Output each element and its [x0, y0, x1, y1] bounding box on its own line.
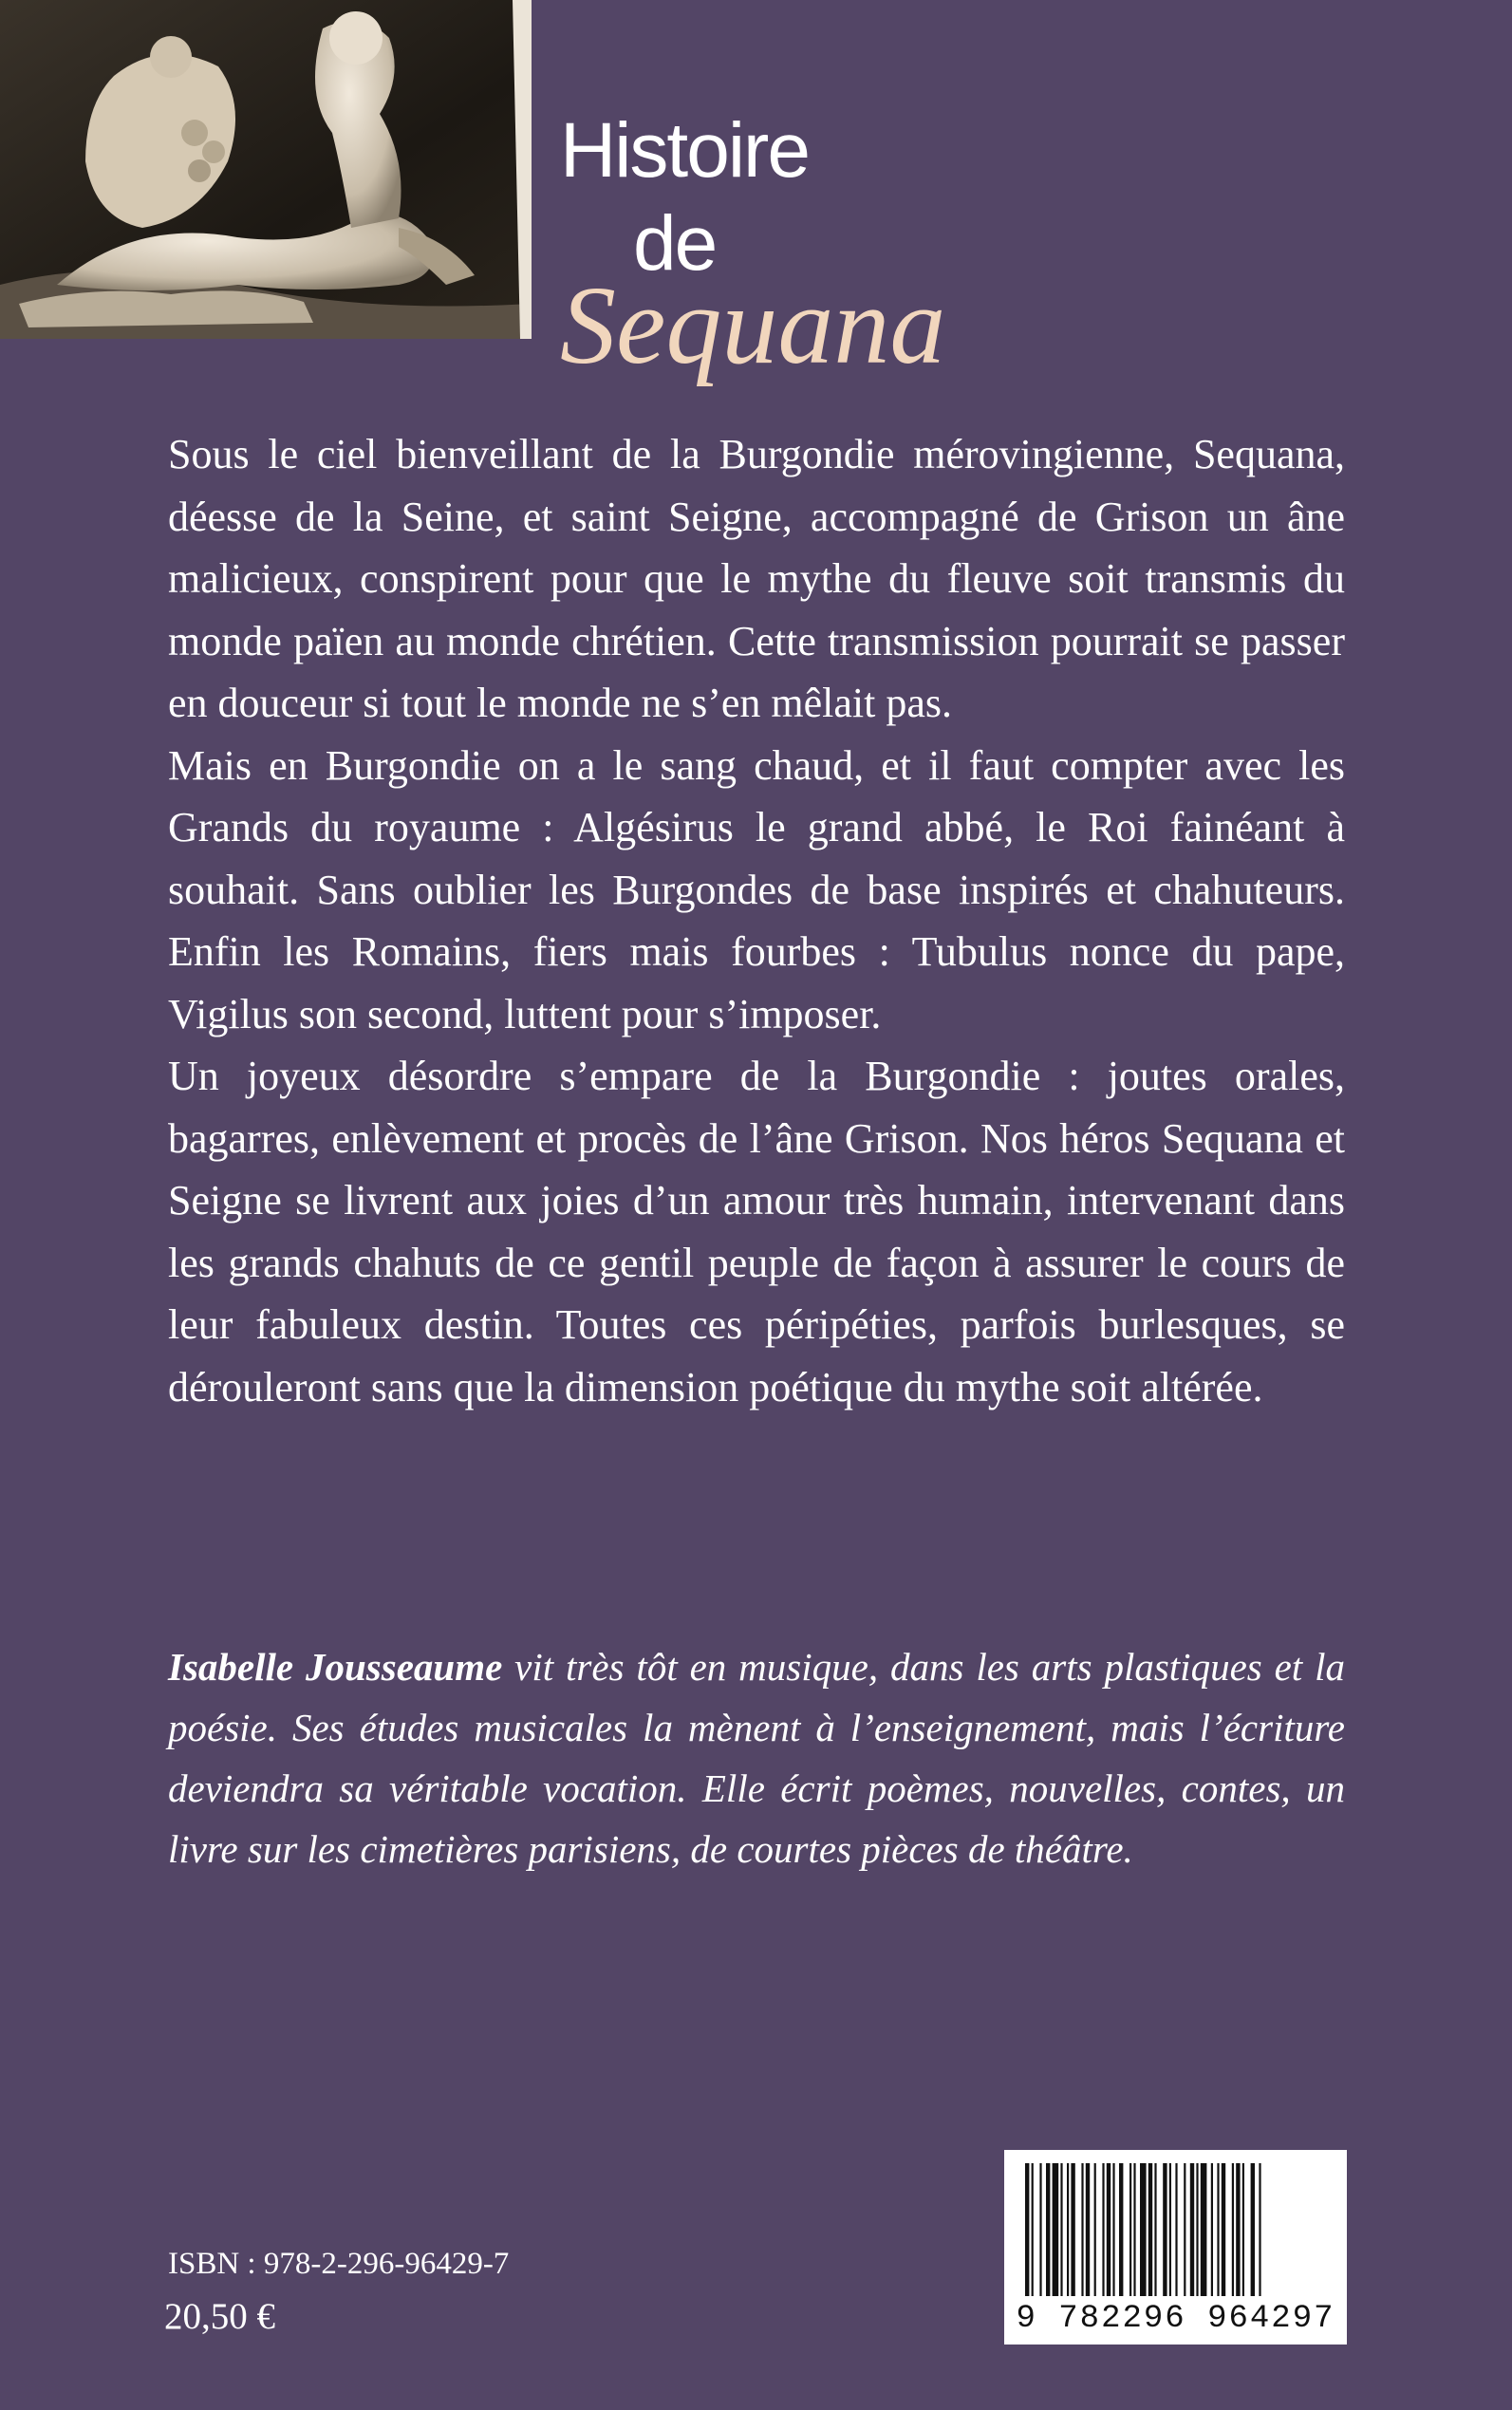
barcode-bar: [1039, 2163, 1041, 2296]
title-line-histoire: Histoire: [560, 107, 809, 194]
statue-photo: [0, 0, 532, 339]
barcode-bar: [1190, 2163, 1194, 2296]
barcode: [1004, 2150, 1347, 2345]
barcode-bar: [1175, 2163, 1177, 2296]
barcode-bar: [1081, 2163, 1083, 2296]
barcode-bar: [1053, 2163, 1059, 2296]
barcode-bar: [1196, 2163, 1198, 2296]
barcode-bar: [1154, 2163, 1156, 2296]
barcode-bar: [1222, 2163, 1225, 2296]
barcode-bar: [1242, 2163, 1244, 2296]
barcode-bar: [1163, 2163, 1167, 2296]
barcode-bar: [1169, 2163, 1171, 2296]
barcode-bar: [1201, 2163, 1207, 2296]
price: 20,50 €: [164, 2296, 275, 2337]
barcode-bar: [1148, 2163, 1152, 2296]
synopsis-paragraph-3: Un joyeux désordre s’empare de la Burgondie : joutes orales, bagarres, enlèvement et procès de l’âne Grison. Nos héros Sequana et Seigne se livrent aux joies d’un amour très humain, intervenant dans les grands chahuts de ce gentil peuple de façon à assurer le cours de leur fabuleux destin. Toutes ces péripéties, parfois burlesques, se dérouleront sans que la dimension poétique du mythe soit altérée.: [168, 1053, 1345, 1411]
barcode-bar: [1086, 2163, 1090, 2296]
isbn: ISBN : 978-2-296-96429-7: [168, 2247, 510, 2281]
barcode-bar: [1211, 2163, 1213, 2296]
barcode-bar: [1102, 2163, 1104, 2296]
barcode-digits: 9 782296 964297: [1016, 2301, 1335, 2337]
synopsis: [168, 423, 1345, 1418]
barcode-bar: [1119, 2163, 1123, 2296]
barcode-bar: [1236, 2163, 1240, 2296]
title-line-de: de: [633, 200, 717, 287]
title-line-sequana: Sequana: [560, 263, 946, 387]
barcode-bar: [1025, 2163, 1029, 2296]
barcode-bar: [1032, 2163, 1034, 2296]
barcode-bar: [1129, 2163, 1131, 2296]
barcode-bar: [1067, 2163, 1069, 2296]
barcode-bar: [1133, 2163, 1135, 2296]
barcode-bar: [1217, 2163, 1219, 2296]
author-bio: [168, 1636, 1345, 1879]
barcode-bar: [1094, 2163, 1096, 2296]
barcode-bar: [1107, 2163, 1111, 2296]
barcode-bar: [1112, 2163, 1114, 2296]
synopsis-paragraph-2: Mais en Burgondie on a le sang chaud, et il faut compter avec les Grands du royaume : Algésirus le grand abbé, le Roi fainéant à souhait. Sans oublier les Burgondes de base inspirés et chahuteurs. Enfin les Romains, fiers mais fourbes : Tubulus nonce du pape, Vigilus son second, luttent pour s’imposer.: [168, 741, 1345, 1037]
barcode-bar: [1071, 2163, 1074, 2296]
author-name: Isabelle Jousseaume: [168, 1645, 503, 1689]
barcode-bar: [1251, 2163, 1255, 2296]
barcode-bars: [1021, 2163, 1330, 2296]
barcode-bar: [1232, 2163, 1234, 2296]
barcode-bar: [1060, 2163, 1062, 2296]
barcode-bar: [1259, 2163, 1260, 2296]
barcode-bar: [1046, 2163, 1050, 2296]
synopsis-paragraph-1: Sous le ciel bienveillant de la Burgondie mérovingienne, Sequana, déesse de la Seine, et saint Seigne, accompagné de Grison un âne malicieux, conspirent pour que le mythe du fleuve soit transmis du monde païen au monde chrétien. Cette transmission pourrait se passer en douceur si tout le monde ne s’en mêlait pas.: [168, 431, 1345, 726]
author-bio-text: vit très tôt en musique, dans les arts plastiques et la poésie. Ses études musicales la mènent à l’enseignement, mais l’écriture deviendra sa véritable vocation. Elle écrit poèmes, nouvelles, contes, un livre sur les cimetières parisiens, de courtes pièces de théâtre.: [168, 1645, 1345, 1871]
barcode-bar: [1140, 2163, 1147, 2296]
barcode-bar: [1184, 2163, 1185, 2296]
